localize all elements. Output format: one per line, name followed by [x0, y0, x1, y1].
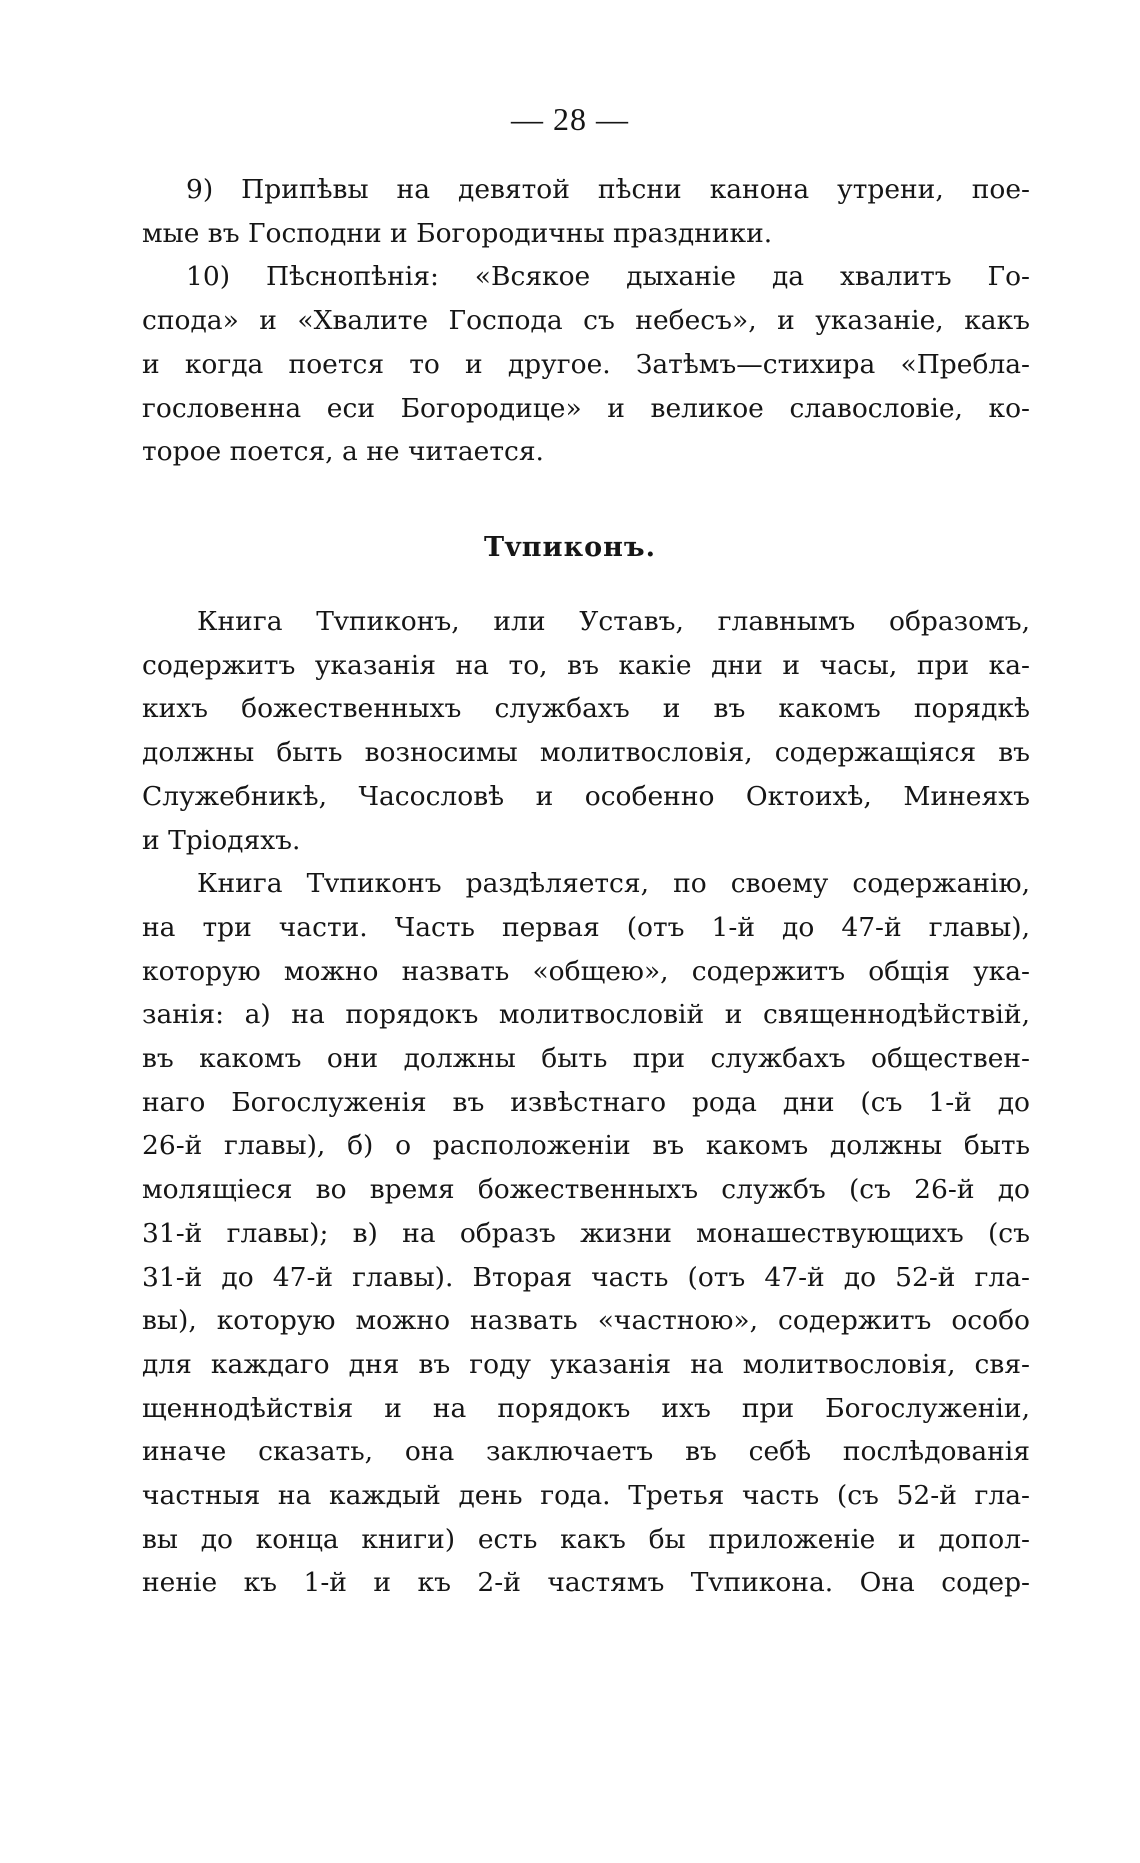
paragraph-2-line: вы), которую можно назвать «частною», содержитъ особо [142, 1305, 1030, 1337]
paragraph-2-line: 31-й главы); в) на образъ жизни монашествующихъ (съ [142, 1217, 1030, 1249]
paragraph-2-line: наго Богослуженія въ извѣстнаго рода дни (съ 1-й до [142, 1086, 1030, 1118]
paragraph-1-line: Служебникѣ, Часословѣ и особенно Октоихѣ, Минеяхъ [142, 780, 1030, 812]
item-10-line-3: и когда поется то и другое. Затѣмъ—стихира «Пребла- [142, 348, 1030, 380]
item-10-line-5: торое поется, а не читается. [142, 436, 544, 468]
list-items-block [142, 168, 1030, 474]
item-9-line-1: 9) Припѣвы на девятой пѣсни канона утрени, пое- [186, 174, 1030, 205]
paragraph-2-line: Книга Тvпиконъ раздѣляется, по своему содержанію, [197, 868, 1030, 900]
page-number: — 28 — [511, 101, 629, 137]
paragraph-2-line: молящіеся во время божественныхъ службъ (съ 26-й до [142, 1174, 1030, 1206]
paragraph-2-line: 31-й до 47-й главы). Вторая часть (отъ 47-й до 52-й гла- [142, 1261, 1030, 1293]
paragraph-1-line: должны быть возносимы молитвословія, содержащіяся въ [142, 737, 1030, 769]
paragraph-1-line: кихъ божественныхъ службахъ и въ какомъ порядкѣ [142, 693, 1030, 725]
paragraph-2-line: частныя на каждый день года. Третья часть (съ 52-й гла- [142, 1480, 1030, 1512]
paragraph-2-line: на три части. Часть первая (отъ 1-й до 47-й главы), [142, 911, 1030, 943]
item-10-line-2: спода» и «Хвалите Господа съ небесъ», и указаніе, какъ [142, 305, 1030, 337]
paragraph-1-line: Книга Тvпиконъ, или Уставъ, главнымъ образомъ, [197, 606, 1030, 637]
paragraph-2-line: для каждаго дня въ году указанія на молитвословія, свя- [142, 1348, 1030, 1380]
paragraph-2-line: 26-й главы), б) о расположеніи въ какомъ должны быть [142, 1130, 1030, 1162]
item-10-line-1: 10) Пѣснопѣнія: «Всякое дыханіе да хвалитъ Го- [186, 261, 1030, 293]
paragraph-2-line: которую можно назвать «общею», содержитъ общія ука- [142, 955, 1030, 987]
section-body [142, 600, 1030, 1605]
paragraph-1-line: и Тріодяхъ. [142, 824, 301, 856]
paragraph-1-line: содержитъ указанія на то, въ какіе дни и часы, при ка- [142, 649, 1030, 681]
paragraph-2-line: въ какомъ они должны быть при службахъ обществен- [142, 1043, 1030, 1075]
paragraph-2-line: вы до конца книги) есть какъ бы приложеніе и допол- [142, 1523, 1030, 1555]
paragraph-2-line: иначе сказать, она заключаетъ въ себѣ послѣдованія [142, 1436, 1030, 1468]
paragraph-2-line: неніе къ 1-й и къ 2-й частямъ Тvпикона. Она содер- [142, 1567, 1030, 1599]
item-9-line-2: мые въ Господни и Богородичны праздники. [142, 217, 773, 249]
item-10-line-4: гословенна еси Богородице» и великое славословіе, ко- [142, 392, 1030, 424]
paragraph-2-line: занія: а) на порядокъ молитвословій и священнодѣйствій, [142, 999, 1030, 1031]
section-heading: Тvпиконъ. [484, 532, 656, 563]
paragraph-2-line: щеннодѣйствія и на порядокъ ихъ при Богослуженіи, [142, 1392, 1030, 1424]
